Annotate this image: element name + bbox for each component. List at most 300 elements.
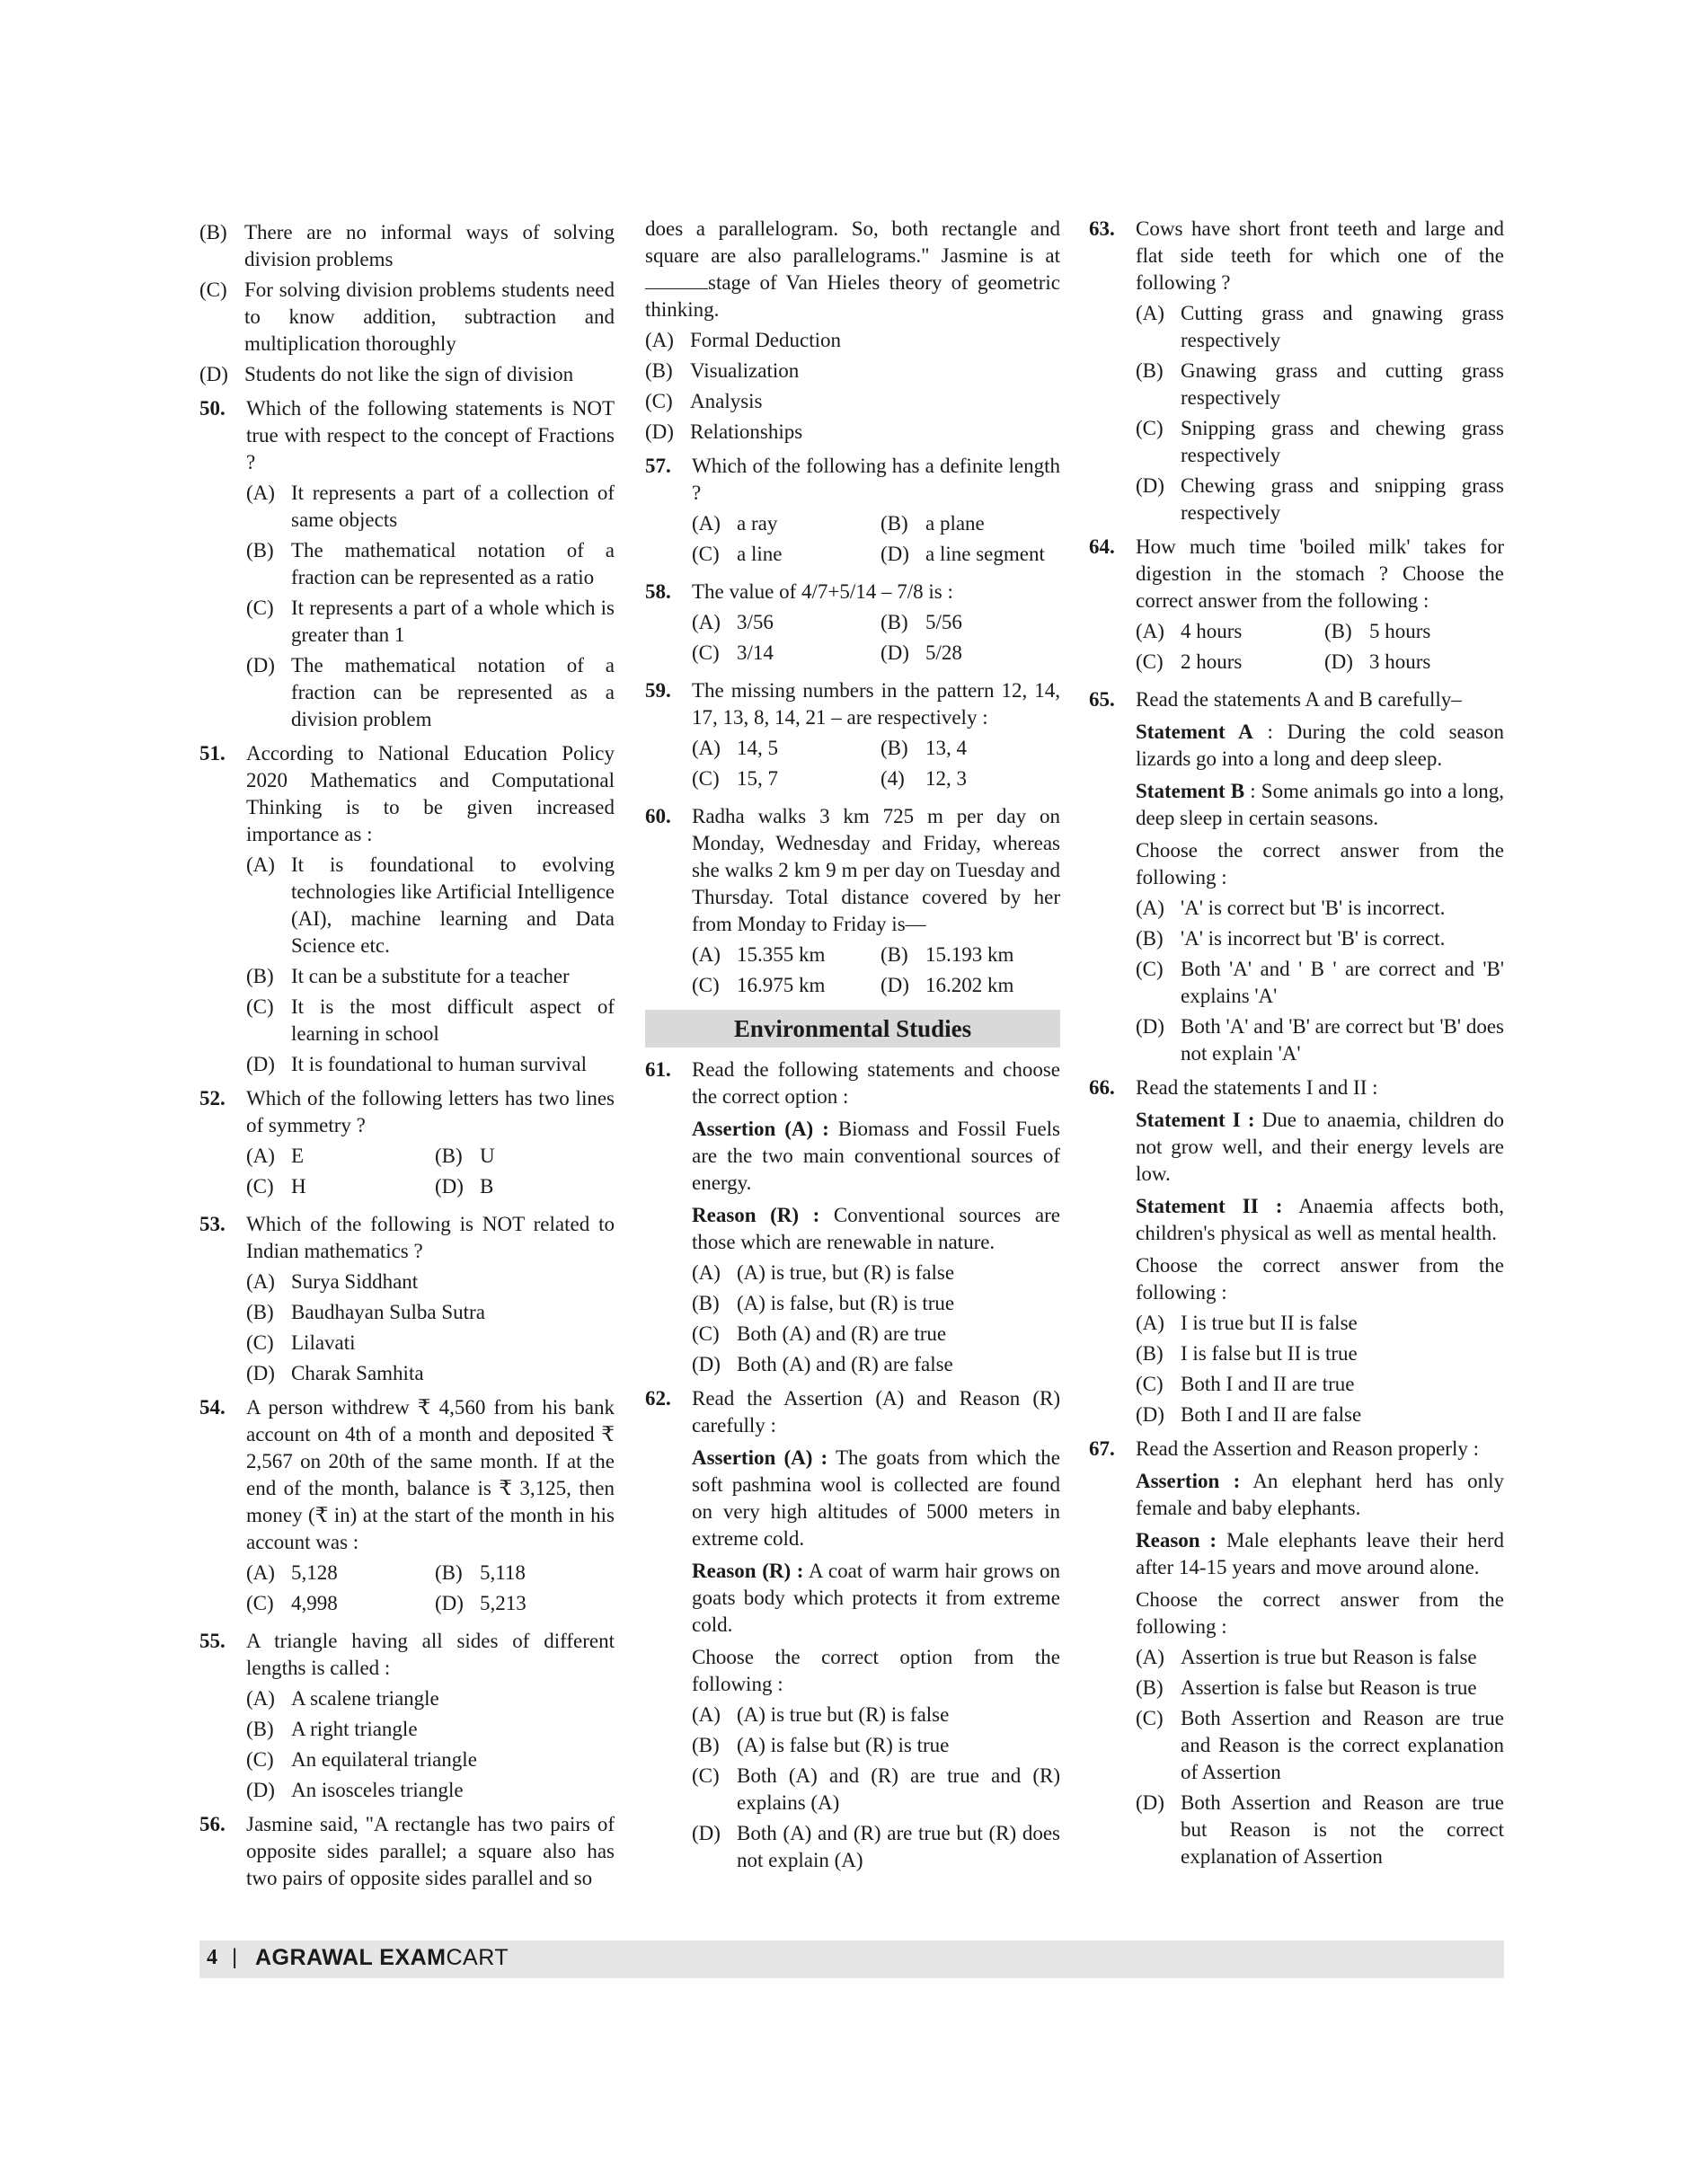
- question-number: 52.: [199, 1087, 226, 1109]
- question-stem: The missing numbers in the pattern 12, 14, 17, 13, 8, 14, 21 – are respectively :: [692, 679, 1060, 729]
- option-b: [246, 1299, 615, 1326]
- option-b: [1136, 358, 1504, 411]
- option-d: [881, 765, 1060, 792]
- stem-part-b: stage of Van Hieles theory of geometric thinking.: [645, 271, 1060, 321]
- option-label: (B): [246, 539, 274, 561]
- option-d: [692, 1820, 1060, 1874]
- option-label: (C): [246, 1331, 274, 1354]
- question-55: [199, 1628, 615, 1804]
- option-label: (C): [692, 543, 720, 565]
- fill-in-blank: [645, 272, 708, 289]
- option-d: [246, 1777, 615, 1804]
- option-text: Relationships: [690, 420, 803, 443]
- option-label: (D): [435, 1175, 464, 1198]
- option-a: [692, 941, 872, 968]
- brand-bold: AGRAWAL EXAM: [255, 1945, 447, 1970]
- question-67: [1089, 1436, 1504, 1870]
- question-number: 56.: [199, 1813, 226, 1835]
- question-number: 61.: [645, 1058, 671, 1081]
- question-stem: Which of the following letters has two lines of symmetry ?: [246, 1087, 615, 1136]
- column-3: [1089, 216, 1504, 1878]
- option-d: [881, 640, 1060, 667]
- question-stem: [645, 216, 1060, 323]
- option-b: [1136, 1675, 1504, 1702]
- option-b: [645, 358, 1060, 385]
- option-label: (B): [881, 512, 908, 535]
- reason: [692, 1202, 1060, 1256]
- option-a: [692, 1702, 1060, 1728]
- option-label: (B): [692, 1292, 720, 1314]
- choose-instruction: Choose the correct option from the following :: [692, 1646, 1060, 1695]
- option-text: Surya Siddhant: [291, 1270, 419, 1293]
- option-label: (C): [246, 1175, 274, 1198]
- option-text: Both 'A' and ' B ' are correct and 'B' explains 'A': [1181, 958, 1504, 1007]
- option-text: Both I and II are true: [1181, 1373, 1355, 1395]
- option-label: (C): [199, 278, 227, 301]
- option-d: [1136, 473, 1504, 526]
- option-text: 14, 5: [737, 737, 778, 759]
- section-heading: Environmental Studies: [645, 1010, 1060, 1048]
- question-stem: Cows have short front teeth and large and flat side teeth for which one of the following ?: [1136, 217, 1504, 294]
- option-a: [1136, 1310, 1504, 1337]
- option-d: [246, 1360, 615, 1387]
- option-c: [692, 1321, 1060, 1348]
- option-label: (D): [246, 1362, 275, 1384]
- statement-label: Statement I :: [1136, 1109, 1255, 1131]
- option-label: (A): [1136, 620, 1164, 642]
- question-49-continued: [199, 219, 615, 388]
- option-d: [435, 1590, 615, 1617]
- option-c: [246, 1173, 426, 1200]
- option-label: (D): [1136, 1791, 1164, 1814]
- option-c: [1136, 415, 1504, 469]
- option-d: [435, 1173, 615, 1200]
- statement-label: Statement A: [1136, 720, 1253, 743]
- option-label: (C): [692, 974, 720, 996]
- question-number: 66.: [1089, 1076, 1115, 1099]
- reason-label: Reason (R) :: [692, 1560, 804, 1582]
- option-label: (C): [1136, 1373, 1164, 1395]
- assertion-text: Biomass and Fossil Fuels are the two main conventional sources of energy.: [692, 1118, 1061, 1194]
- assertion-label: Assertion (A) :: [692, 1446, 828, 1469]
- question-59: [645, 677, 1060, 796]
- column-1: [199, 216, 615, 1899]
- option-text: I is false but II is true: [1181, 1342, 1358, 1365]
- option-label: (D): [692, 1353, 721, 1375]
- option-a: [1136, 300, 1504, 354]
- assertion: [692, 1445, 1060, 1552]
- question-62: [645, 1385, 1060, 1874]
- page-footer: [199, 1940, 1504, 1978]
- option-label: (B): [881, 737, 908, 759]
- assertion-label: Assertion :: [1136, 1470, 1241, 1492]
- statement-1: [1136, 1107, 1504, 1188]
- option-label: (A): [692, 1261, 721, 1284]
- option-label: (B): [1136, 1676, 1164, 1699]
- option-a: [1136, 1644, 1504, 1671]
- option-text: 4 hours: [1181, 620, 1243, 642]
- choose-instruction: Choose the correct answer from the following :: [1136, 1588, 1504, 1638]
- option-a: [1136, 618, 1315, 645]
- option-c: [692, 765, 872, 792]
- option-text: An isosceles triangle: [291, 1779, 464, 1801]
- assertion-text: The goats from which the soft pashmina wool is collected are found on very high altitudes of 5000 meters in extreme cold.: [692, 1446, 1061, 1550]
- option-text: a line: [737, 543, 783, 565]
- option-c: [246, 1746, 615, 1773]
- option-b: [1136, 1340, 1504, 1367]
- option-label: (C): [692, 1322, 720, 1345]
- options-grid: [692, 510, 1060, 571]
- option-label: (B): [1136, 1342, 1164, 1365]
- question-stem: The value of 4/7+5/14 – 7/8 is :: [692, 580, 953, 603]
- option-label: (D): [246, 1053, 275, 1075]
- option-a: [645, 327, 1060, 354]
- options-grid: [246, 1143, 615, 1204]
- option-b: [692, 1732, 1060, 1759]
- option-text: Chewing grass and snipping grass respectively: [1181, 474, 1504, 524]
- question-number: 65.: [1089, 688, 1115, 711]
- option-d: [1324, 649, 1504, 676]
- option-a: [692, 609, 872, 636]
- question-54: [199, 1394, 615, 1621]
- question-57: [645, 453, 1060, 571]
- question-number: 51.: [199, 742, 226, 765]
- statement-text: Anaemia affects both, children's physical as well as mental health.: [1136, 1195, 1505, 1244]
- statement-text: : Some animals go into a long, deep sleep in certain seasons.: [1136, 780, 1505, 829]
- option-b: [881, 941, 1060, 968]
- option-text: 5 hours: [1369, 620, 1431, 642]
- option-text: Cutting grass and gnawing grass respectively: [1181, 302, 1504, 351]
- option-text: There are no informal ways of solving division problems: [244, 221, 615, 270]
- reason: [692, 1558, 1060, 1639]
- option-text: Assertion is true but Reason is false: [1181, 1646, 1477, 1668]
- option-label: (B): [645, 359, 673, 382]
- question-number: 63.: [1089, 217, 1115, 240]
- question-stem: Which of the following has a definite length ?: [692, 455, 1060, 504]
- option-text: B: [480, 1175, 494, 1198]
- option-text: 16.975 km: [737, 974, 826, 996]
- option-text: It can be a substitute for a teacher: [291, 965, 570, 987]
- question-stem: Read the statements A and B carefully–: [1136, 688, 1462, 711]
- footer-separator: |: [232, 1945, 238, 1969]
- option-a: [246, 1143, 426, 1170]
- statement-text: : During the cold season lizards go into a long and deep sleep.: [1136, 720, 1504, 770]
- options-grid: [692, 735, 1060, 796]
- option-b: [1136, 925, 1504, 952]
- option-label: (C): [246, 1592, 274, 1614]
- assertion-text: An elephant herd has only female and baby elephants.: [1136, 1470, 1504, 1519]
- option-text: (A) is true, but (R) is false: [737, 1261, 955, 1284]
- options-grid: [1136, 618, 1504, 679]
- option-label: (C): [1136, 1707, 1164, 1729]
- option-text: Both 'A' and 'B' are correct but 'B' does not explain 'A': [1181, 1015, 1504, 1065]
- option-label: (C): [1136, 417, 1164, 439]
- option-c: [1136, 1705, 1504, 1786]
- option-label: (A): [1136, 897, 1164, 919]
- option-d: [246, 652, 615, 733]
- option-label: (B): [1324, 620, 1352, 642]
- stem-part-a: does a parallelogram. So, both rectangle and square are also parallelograms." Jasmine is at: [645, 217, 1060, 267]
- statement-2: [1136, 1193, 1504, 1247]
- option-label: (D): [435, 1592, 464, 1614]
- question-number: 67.: [1089, 1437, 1115, 1460]
- option-text: Analysis: [690, 390, 763, 412]
- option-text: Baudhayan Sulba Sutra: [291, 1301, 485, 1323]
- option-label: (C): [246, 995, 274, 1018]
- option-label: (D): [881, 974, 909, 996]
- option-label: (D): [1136, 1015, 1164, 1038]
- option-text: 4,998: [291, 1592, 338, 1614]
- option-text: U: [480, 1145, 495, 1167]
- option-text: I is true but II is false: [1181, 1312, 1358, 1334]
- option-label: (A): [1136, 302, 1164, 324]
- option-text: 5,118: [480, 1561, 526, 1584]
- option-d: [1136, 1401, 1504, 1428]
- question-stem: Read the statements I and II :: [1136, 1076, 1378, 1099]
- option-label: (B): [199, 221, 227, 243]
- option-c: [246, 1590, 426, 1617]
- option-text: Assertion is false but Reason is true: [1181, 1676, 1477, 1699]
- option-c: [692, 972, 872, 999]
- question-50: [199, 395, 615, 733]
- option-text: 12, 3: [925, 767, 967, 790]
- option-label: (A): [692, 1703, 721, 1726]
- choose-instruction: Choose the correct answer from the following :: [1136, 839, 1504, 888]
- option-text: It represents a part of a whole which is greater than 1: [291, 597, 615, 646]
- option-label: (A): [246, 1561, 275, 1584]
- option-d: [645, 419, 1060, 446]
- option-b: [692, 1290, 1060, 1317]
- option-label: (B): [435, 1145, 463, 1167]
- option-b: [881, 510, 1060, 537]
- option-b: [881, 609, 1060, 636]
- option-b: [246, 1716, 615, 1743]
- option-label: (B): [881, 611, 908, 633]
- question-number: 55.: [199, 1630, 226, 1652]
- option-text: a line segment: [925, 543, 1045, 565]
- option-label: (A): [246, 1145, 275, 1167]
- option-text: 'A' is incorrect but 'B' is correct.: [1181, 927, 1446, 950]
- option-a: [246, 852, 615, 959]
- reason-text: Conventional sources are those which are renewable in nature.: [692, 1204, 1061, 1253]
- question-stem: Radha walks 3 km 725 m per day on Monday, Wednesday and Friday, whereas she walks 2 km 9 m per day on Tuesday and Thursday. Total distance covered by her from Monday to Friday is—: [692, 805, 1060, 935]
- column-2: [645, 216, 1060, 1881]
- question-stem: Which of the following statements is NOT true with respect to the concept of Fractions ?: [246, 397, 615, 473]
- option-text: 5,128: [291, 1561, 338, 1584]
- option-text: Both Assertion and Reason are true and Reason is the correct explanation of Assertion: [1181, 1707, 1504, 1783]
- question-number: 60.: [645, 805, 671, 827]
- question-stem: According to National Education Policy 2020 Mathematics and Computational Thinking is to be given increased importance as :: [246, 742, 615, 845]
- option-text: a ray: [737, 512, 778, 535]
- option-c: [692, 1763, 1060, 1817]
- option-label: (D): [692, 1822, 721, 1844]
- assertion: [1136, 1468, 1504, 1522]
- option-label: (C): [246, 597, 274, 619]
- option-text: 15.193 km: [925, 943, 1014, 966]
- question-52: [199, 1085, 615, 1204]
- option-c: [246, 1330, 615, 1357]
- question-56-continued: [645, 216, 1060, 446]
- options-grid: [692, 941, 1060, 1003]
- reason-label: Reason :: [1136, 1529, 1217, 1551]
- option-c: [246, 595, 615, 649]
- question-stem: Which of the following is NOT related to Indian mathematics ?: [246, 1213, 615, 1262]
- brand-logo: [255, 1945, 509, 1971]
- question-number: 53.: [199, 1213, 226, 1235]
- question-66: [1089, 1074, 1504, 1428]
- option-text: (A) is true but (R) is false: [737, 1703, 950, 1726]
- option-a: [246, 1269, 615, 1295]
- option-text: An equilateral triangle: [291, 1748, 477, 1771]
- question-number: 64.: [1089, 535, 1115, 558]
- option-label: (A): [692, 737, 721, 759]
- option-text: 15.355 km: [737, 943, 826, 966]
- option-label: (B): [246, 1301, 274, 1323]
- option-text: Visualization: [690, 359, 800, 382]
- option-b: [1324, 618, 1504, 645]
- question-61: [645, 1056, 1060, 1378]
- question-65: [1089, 686, 1504, 1067]
- option-text: Students do not like the sign of division: [244, 363, 574, 385]
- option-text: It represents a part of a collection of same objects: [291, 482, 615, 531]
- question-stem: Jasmine said, "A rectangle has two pairs of opposite sides parallel; a square also has two pairs of opposite sides parallel and so: [246, 1813, 615, 1889]
- statement-b: [1136, 778, 1504, 832]
- option-c: [692, 541, 872, 568]
- option-text: 5/56: [925, 611, 962, 633]
- option-text: Lilavati: [291, 1331, 356, 1354]
- statement-text: Due to anaemia, children do not grow well, and their energy levels are low.: [1136, 1109, 1505, 1185]
- option-a: [246, 1685, 615, 1712]
- option-b: [199, 219, 615, 273]
- option-d: [881, 972, 1060, 999]
- option-text: For solving division problems students need to know addition, subtraction and multiplication thoroughly: [244, 278, 615, 355]
- question-58: [645, 579, 1060, 670]
- option-label: (C): [1136, 650, 1164, 673]
- option-b: [435, 1560, 615, 1587]
- option-label: (C): [1136, 958, 1164, 980]
- assertion-label: Assertion (A) :: [692, 1118, 829, 1140]
- option-label: (A): [246, 1687, 275, 1710]
- question-60: [645, 803, 1060, 1003]
- option-text: 5,213: [480, 1592, 527, 1614]
- question-number: 62.: [645, 1387, 671, 1410]
- question-stem: Read the Assertion (A) and Reason (R) carefully :: [692, 1387, 1060, 1437]
- option-label: (B): [881, 943, 908, 966]
- option-label: (C): [692, 1764, 720, 1787]
- option-text: 2 hours: [1181, 650, 1243, 673]
- statement-label: Statement B: [1136, 780, 1245, 802]
- option-text: E: [291, 1145, 305, 1167]
- option-label: (A): [1136, 1646, 1164, 1668]
- option-d: [881, 541, 1060, 568]
- statement-a: [1136, 719, 1504, 773]
- option-text: Gnawing grass and cutting grass respectively: [1181, 359, 1504, 409]
- page-number: 4: [207, 1946, 217, 1969]
- question-number: 58.: [645, 580, 671, 603]
- options-grid: [246, 1560, 615, 1621]
- option-a: [692, 1260, 1060, 1286]
- option-c: [645, 388, 1060, 415]
- option-a: [246, 1560, 426, 1587]
- option-label: (D): [246, 654, 275, 676]
- question-stem: A triangle having all sides of different lengths is called :: [246, 1630, 615, 1679]
- option-text: Charak Samhita: [291, 1362, 424, 1384]
- option-text: Both (A) and (R) are false: [737, 1353, 953, 1375]
- option-label: (A): [246, 1270, 275, 1293]
- option-a: [1136, 895, 1504, 922]
- statement-label: Statement II :: [1136, 1195, 1283, 1217]
- assertion: [692, 1116, 1060, 1197]
- option-label: (D): [1324, 650, 1353, 673]
- option-text: 3/14: [737, 641, 774, 664]
- option-text: The mathematical notation of a fraction can be represented as a ratio: [291, 539, 615, 588]
- reason: [1136, 1527, 1504, 1581]
- question-63: [1089, 216, 1504, 526]
- option-d: [199, 361, 615, 388]
- option-label: (D): [881, 543, 909, 565]
- question-number: 57.: [645, 455, 671, 477]
- option-label: (B): [692, 1734, 720, 1756]
- option-text: 15, 7: [737, 767, 778, 790]
- option-label: (D): [1136, 1403, 1164, 1426]
- option-text: It is foundational to evolving technologies like Artificial Intelligence (AI), machine learning and Data Science etc.: [291, 853, 615, 957]
- reason-text: Male elephants leave their herd after 14-15 years and move around alone.: [1136, 1529, 1504, 1578]
- option-text: 5/28: [925, 641, 962, 664]
- option-text: A scalene triangle: [291, 1687, 439, 1710]
- option-d: [246, 1051, 615, 1078]
- option-label: (D): [1136, 474, 1164, 497]
- option-label: (D): [199, 363, 228, 385]
- option-b: [435, 1143, 615, 1170]
- option-label: (A): [246, 482, 275, 504]
- reason-text: A coat of warm hair grows on goats body which protects it from extreme cold.: [692, 1560, 1061, 1636]
- option-c: [692, 640, 872, 667]
- question-64: [1089, 534, 1504, 679]
- option-label: (C): [692, 641, 720, 664]
- option-c: [1136, 1371, 1504, 1398]
- option-label: (C): [246, 1748, 274, 1771]
- option-text: Both (A) and (R) are true: [737, 1322, 947, 1345]
- option-a: [692, 510, 872, 537]
- option-label: (C): [645, 390, 673, 412]
- question-stem: Read the following statements and choose the correct option :: [692, 1058, 1060, 1108]
- options-grid: [692, 609, 1060, 670]
- option-text: (A) is false, but (R) is true: [737, 1292, 955, 1314]
- option-label: (A): [645, 329, 674, 351]
- brand-light: CART: [446, 1945, 509, 1970]
- option-c: [199, 277, 615, 358]
- option-c: [1136, 649, 1315, 676]
- option-label: (A): [1136, 1312, 1164, 1334]
- question-stem: A person withdrew ₹ 4,560 from his bank account on 4th of a month and deposited ₹ 2,567 on 20th of the same month. If at the end of the month, balance is ₹ 3,125, then money (₹ in) at the start of the month in his account was :: [246, 1396, 615, 1553]
- option-text: It is the most difficult aspect of learning in school: [291, 995, 615, 1045]
- option-c: [246, 994, 615, 1048]
- option-text: (A) is false but (R) is true: [737, 1734, 950, 1756]
- question-number: 54.: [199, 1396, 226, 1419]
- reason-label: Reason (R) :: [692, 1204, 820, 1226]
- option-text: Formal Deduction: [690, 329, 841, 351]
- option-text: H: [291, 1175, 306, 1198]
- option-text: The mathematical notation of a fraction can be represented as a division problem: [291, 654, 615, 730]
- option-text: Both (A) and (R) are true but (R) does not explain (A): [737, 1822, 1060, 1871]
- option-label: (A): [692, 512, 721, 535]
- option-a: [246, 480, 615, 534]
- option-label: (A): [246, 853, 275, 876]
- option-text: Both I and II are false: [1181, 1403, 1362, 1426]
- option-label: (B): [435, 1561, 463, 1584]
- option-label: (D): [246, 1779, 275, 1801]
- question-number: 50.: [199, 397, 226, 420]
